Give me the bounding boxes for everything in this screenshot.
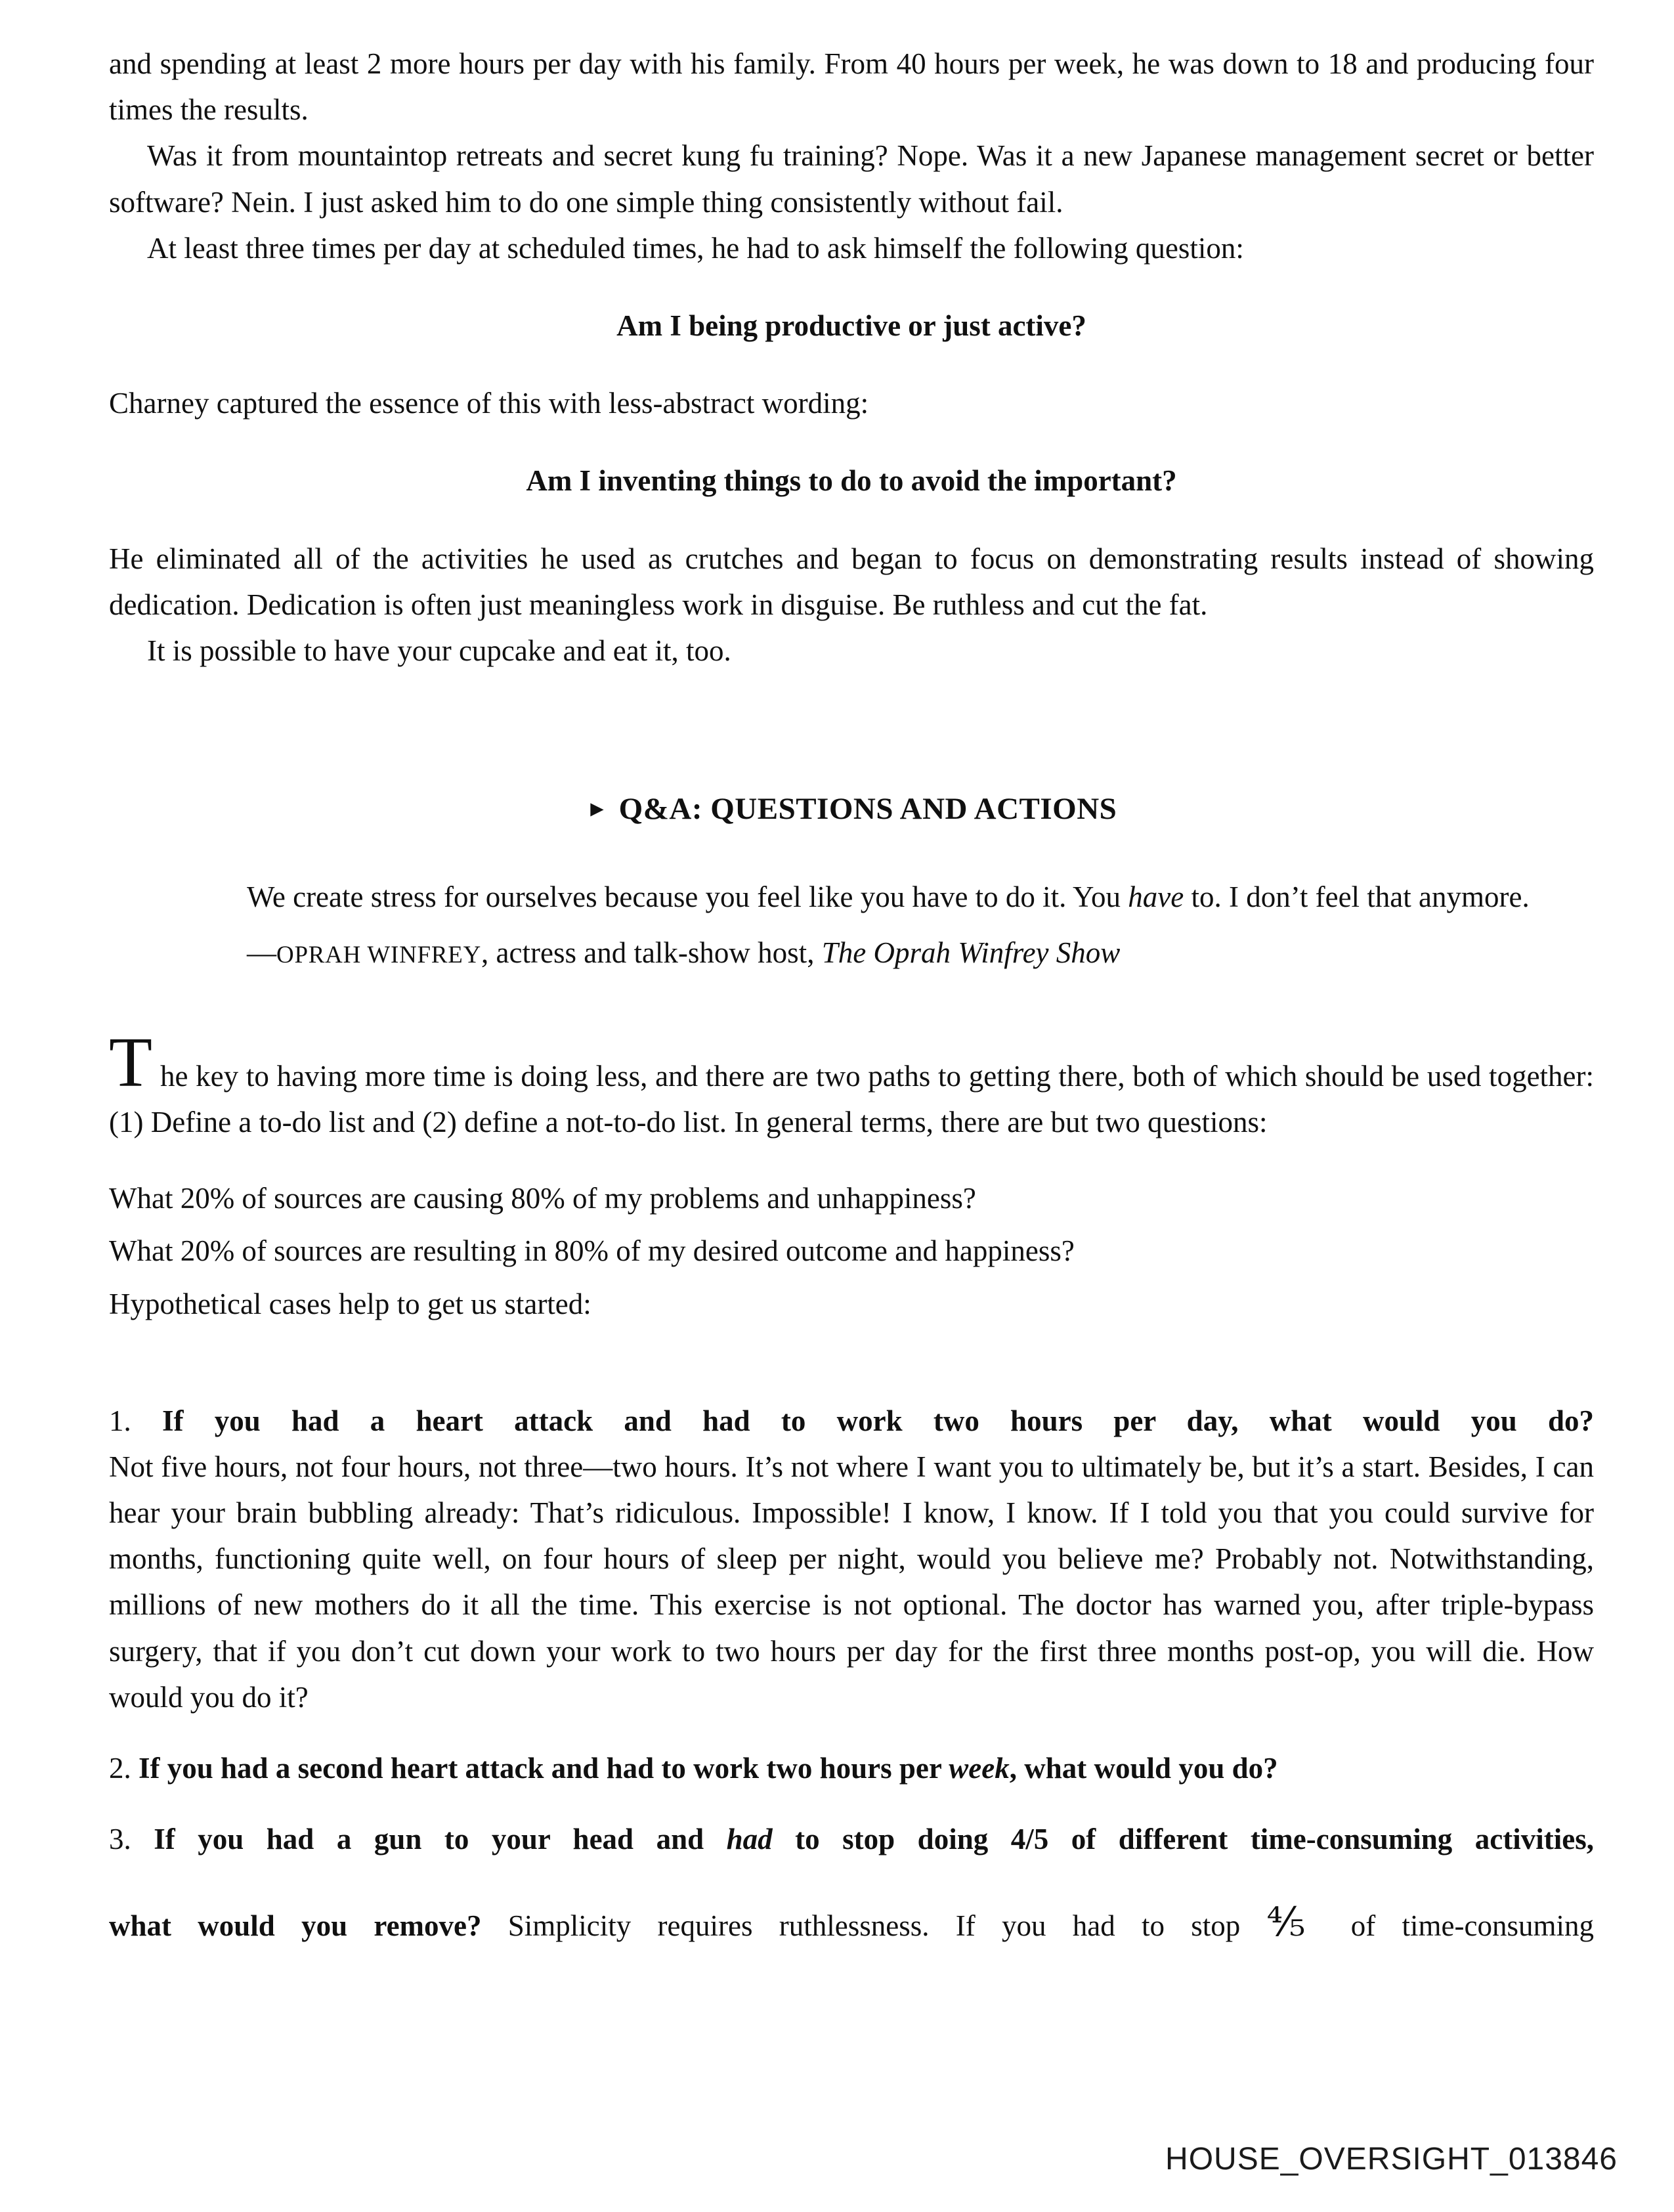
item-3-body-part-2: of time-consuming (1324, 1909, 1594, 1943)
question-line-2: What 20% of sources are resulting in 80% of my desired outcome and happiness? (109, 1234, 1075, 1268)
item-3-body-part-1: Simplicity requires ruthlessness. If you had to stop (481, 1909, 1267, 1943)
quote-attribution (247, 930, 1587, 976)
quote-text (247, 874, 1587, 920)
item-2-number: 2. (109, 1752, 139, 1785)
dropcap-paragraph-text: he key to having more time is doing less, and there are two paths to getting there, both of which should be used together: (1) Define a to-do list and (2) define a not-to-do list. In general terms, there are but two questions: (109, 1059, 1594, 1139)
attribution-role: , actress and talk-show host, (481, 936, 822, 969)
item-2-bold-question (139, 1752, 1278, 1785)
numbered-items (109, 1398, 1594, 1949)
item-1-bold-question: If you had a heart attack and had to work two hours per day, what would you do? (161, 1404, 1594, 1437)
paragraph-dropcap (109, 1023, 1594, 1145)
paragraph-continuation: and spending at least 2 more hours per day with his family. From 40 hours per week, he was down to 18 and producing four times the results. (109, 47, 1594, 127)
paragraph-charney: Charney captured the essence of this with less-abstract wording: (109, 387, 869, 420)
paragraph-kungfu: Was it from mountaintop retreats and secret kung fu training? Nope. Was it a new Japanese management secret or better software? Nein. I just asked him to do one simple thing consistently without fail. (109, 139, 1594, 219)
quote-fragment-2: to. I don’t feel that anymore. (1184, 880, 1530, 914)
question-line-3: Hypothetical cases help to get us started: (109, 1287, 591, 1320)
triangle-arrow-icon: ► (586, 797, 609, 822)
item-3-bold-part-2: to stop doing 4/5 of different time-consuming activities, (772, 1823, 1594, 1856)
item-2-emphasis: week (949, 1752, 1010, 1785)
epigraph-quote (247, 874, 1587, 975)
item-3-number: 3. (109, 1823, 154, 1856)
questions-block (109, 1175, 1594, 1327)
attribution-work-title: The Oprah Winfrey Show (821, 936, 1121, 969)
paragraph-eliminated: He eliminated all of the activities he used as crutches and began to focus on demonstrating results instead of showing dedication. Dedication is often just meaningless work in disguise. Be ruthless and cut the fat. (109, 542, 1594, 621)
item-1-question (109, 1398, 1594, 1444)
section-heading-text: Q&A: QUESTIONS AND ACTIONS (618, 792, 1117, 827)
question-line-1: What 20% of sources are causing 80% of my problems and unhappiness? (109, 1182, 976, 1215)
pull-quote-inventing: Am I inventing things to do to avoid the important? (526, 464, 1177, 498)
paragraph-cupcake: It is possible to have your cupcake and eat it, too. (147, 634, 731, 667)
quote-emphasis: have (1128, 880, 1184, 914)
attribution-name: OPRAH WINFREY (276, 940, 482, 968)
item-3-question-line-1 (109, 1816, 1594, 1862)
numbered-item-3 (109, 1816, 1594, 1949)
bates-stamp-label: HOUSE_OVERSIGHT_013846 (1165, 2142, 1618, 2177)
item-1-number: 1. (109, 1404, 162, 1437)
item-2-bold-part-1: If you had a second heart attack and had to work two hours per (139, 1752, 949, 1785)
four-fifths-fraction: ⅘ (1266, 1901, 1325, 1945)
drop-cap-letter: T (109, 1023, 152, 1102)
pull-quote-productive: Am I being productive or just active? (616, 309, 1086, 342)
quote-fragment-1: We create stress for ourselves because you feel like you have to do it. You (247, 880, 1128, 914)
paragraph-scheduled-question: At least three times per day at scheduled times, he had to ask himself the following question: (147, 231, 1244, 265)
section-heading-qa (109, 785, 1594, 833)
numbered-item-2 (109, 1745, 1594, 1791)
item-3-bold-part-1: If you had a gun to your head and (154, 1823, 727, 1856)
item-3-bold-part-3: what would you remove? (109, 1909, 482, 1943)
numbered-item-1 (109, 1398, 1594, 1720)
item-3-bold-question (154, 1823, 1594, 1855)
item-1-body: Not five hours, not four hours, not three—two hours. It’s not where I want you to ultimately be, but it’s a start. Besides, I can hear your brain bubbling already: That’s ridiculous. Impossible! I know, I know. If I told you that you could survive for months, functioning quite well, on four hours of sleep per night, would you believe me? Probably not. Notwithstanding, millions of new mothers do it all the time. This exercise is not optional. The doctor has warned you, after triple-bypass surgery, that if you don’t cut down your work to two hours per day for the first three months post-op, you will die. How would you do it? (109, 1450, 1594, 1714)
item-3-emphasis: had (726, 1823, 773, 1856)
attribution-dash: — (247, 936, 276, 969)
item-2-bold-part-2: , what would you do? (1009, 1752, 1278, 1785)
item-3-question-line-2 (109, 1903, 1594, 1949)
